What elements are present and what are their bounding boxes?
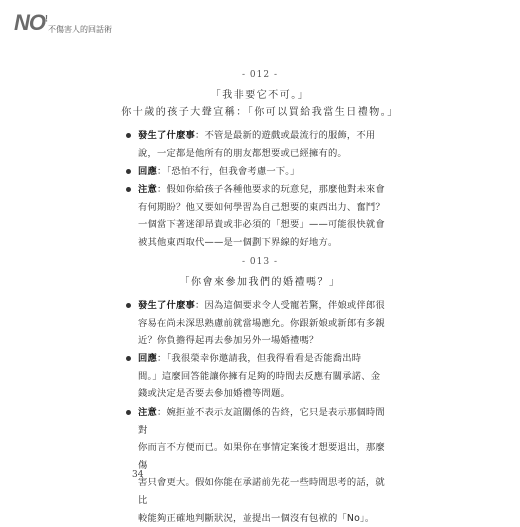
item-label: 發生了什麼事 — [138, 130, 195, 141]
section-quote: 「你會來參加我們的婚禮嗎？」 — [179, 277, 341, 288]
item-label: 回應 — [138, 353, 157, 364]
bullet-dot — [126, 410, 131, 415]
item-label: 注意 — [138, 184, 157, 195]
item-label: 注意 — [138, 407, 157, 418]
list-item: 回應：「恐怕不行，但我會考慮一下。」 — [138, 163, 386, 181]
list-item: 發生了什麼事：不管是最新的遊戲或最流行的服飾，不用 說，一定都是他所有的朋友都想要或已經擁有的。 — [138, 127, 386, 162]
item-label: 回應 — [138, 166, 157, 177]
bullet-dot — [126, 187, 131, 192]
section-number: - 012 - — [242, 70, 278, 80]
section-quote: 你十歲的孩子大聲宣稱：「你可以買給我當生日禮物。」 — [121, 107, 399, 118]
section-number: - 013 - — [242, 257, 278, 267]
item-label: 發生了什麼事 — [138, 300, 195, 311]
list-item: 發生了什麼事：因為這個要求令人受寵若驚，伴娘或伴郎很 容易在尚未深思熟慮前就當場應允。你跟新娘或新郎有多親 近？你負擔得起再去參加另外一場婚禮嗎？ — [138, 297, 386, 350]
section-quote: 「我非要它不可。」 — [210, 90, 310, 101]
list-item: 注意：假如你給孩子各種他要求的玩意兒，那麼他對未來會 有何期盼？他又要如何學習為自己想要的東西出力、奮鬥？ 一個當下著迷卻昂貴或非必須的「想要」——可能很快就會 被其他東西取代——是一個劃下界線的好地方。 — [138, 181, 386, 251]
list-item: 回應：「我很榮幸你邀請我，但我得看看是否能喬出時 間。」這麼回答能讓你擁有足夠的時間去反應有關承諾、金 錢或決定是否要去參加婚禮等問題。 — [138, 350, 386, 403]
bullet-dot — [126, 169, 131, 174]
list-item: 注意：婉拒並不表示友誼關係的告終，它只是表示那個時間對 你而言不方便而已。如果你在事情定案後才想要退出，那麼傷 害只會更大。假如你能在承諾前先花一些時間思考的話，就比 較能夠正確地判斷狀況，並提出一個沒有包袱的「No」。 — [138, 404, 386, 527]
bullet-dot — [126, 356, 131, 361]
bullet-dot — [126, 303, 131, 308]
page-number: 34 — [132, 470, 144, 480]
book-logo: NO! — [14, 10, 47, 35]
page-header — [14, 10, 134, 38]
bullet-dot — [126, 133, 131, 138]
book-subtitle: 不傷害人的回話術 — [48, 25, 112, 34]
